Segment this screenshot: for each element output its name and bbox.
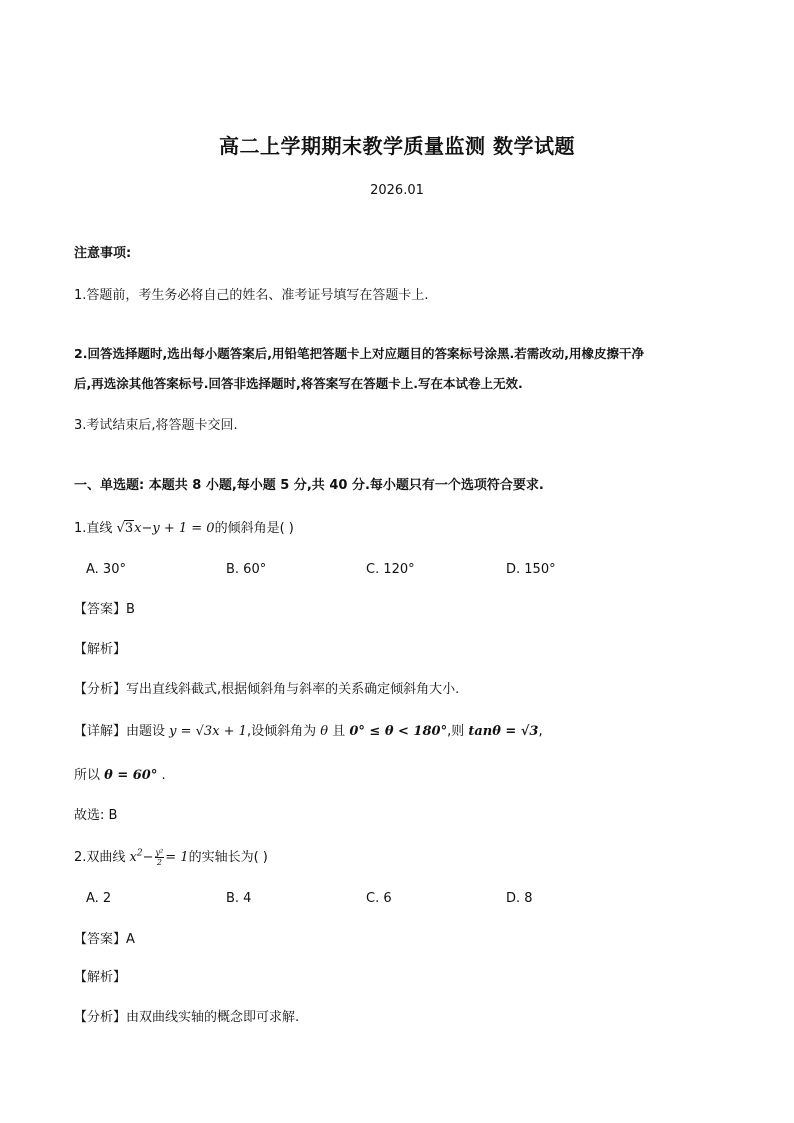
- detail-mid-3: ,则: [447, 724, 469, 739]
- question-2-option-d: D. 8: [506, 891, 533, 906]
- detail-prefix: 【详解】由题设: [74, 724, 170, 739]
- question-1-option-d: D. 150°: [506, 562, 556, 577]
- question-1-detail: [74, 720, 543, 739]
- radicand: 3: [124, 521, 134, 536]
- question-2-suffix: 的实轴长为( ): [188, 850, 268, 865]
- fraction-denominator: 2: [156, 858, 162, 867]
- question-1-option-b: B. 60°: [226, 562, 267, 577]
- section-1-heading: 一、单选题: 本题共 8 小题,每小题 5 分,共 40 分.每小题只有一个选项符合要求.: [74, 478, 544, 493]
- question-1-option-a: A. 30°: [86, 562, 126, 577]
- question-2-option-c: C. 6: [366, 891, 392, 906]
- detail-mid: ,设倾斜角为: [246, 724, 321, 739]
- sqrt-sign: √: [116, 521, 125, 536]
- conclusion-equation: θ = 60°: [104, 768, 158, 783]
- question-1-stem: [74, 517, 294, 536]
- question-2-option-b: B. 4: [226, 891, 252, 906]
- note-item-2-line-1: 2.回答选择题时,选出每小题答案后,用铅笔把答题卡上对应题目的答案标号涂黑.若需改动,用橡皮擦干净: [74, 346, 644, 361]
- detail-mid-2: 且: [328, 724, 350, 739]
- question-1-equation: x−y + 1 = 0: [134, 521, 215, 536]
- eq-rest: = 1: [165, 850, 189, 865]
- question-1-answer: 【答案】B: [74, 602, 135, 617]
- detail-theta: θ: [320, 724, 329, 739]
- question-2-stem: [74, 846, 268, 867]
- note-item-1: 1.答题前，考生务必将自己的姓名、准考证号填写在答题卡上.: [74, 288, 429, 303]
- eq-minus: −: [142, 850, 154, 865]
- detail-range: 0° ≤ θ < 180°: [349, 724, 448, 739]
- document-title: 高二上学期期末教学质量监测 数学试题: [219, 134, 575, 158]
- question-1-fenxi: 【分析】写出直线斜截式,根据倾斜角与斜率的关系确定倾斜角大小.: [74, 682, 460, 697]
- question-2-analysis-label: 【解析】: [74, 970, 127, 985]
- document-date: 2026.01: [370, 183, 424, 198]
- question-1-choice: 故选: B: [74, 808, 118, 823]
- conclusion-end: .: [157, 768, 166, 783]
- detail-end: ,: [538, 724, 543, 739]
- fraction-numerator: y²: [155, 848, 164, 857]
- question-1-prefix: 1.直线: [74, 521, 117, 536]
- question-1-option-c: C. 120°: [366, 562, 415, 577]
- question-2-option-a: A. 2: [86, 891, 112, 906]
- question-1-conclusion: [74, 764, 166, 783]
- note-item-3: 3.考试结束后,将答题卡交回.: [74, 418, 238, 433]
- question-2-fenxi: 【分析】由双曲线实轴的概念即可求解.: [74, 1010, 300, 1025]
- question-2-answer: 【答案】A: [74, 932, 135, 947]
- conclusion-prefix: 所以: [74, 768, 105, 783]
- detail-tan: tanθ = √3: [468, 724, 539, 739]
- eq-fraction: [155, 848, 165, 867]
- question-1-suffix: 的倾斜角是( ): [214, 521, 294, 536]
- question-2-prefix: 2.双曲线: [74, 850, 130, 865]
- eq-x-exponent: 2: [136, 848, 143, 859]
- eq-x: x: [129, 850, 137, 865]
- detail-equation-1: y = √3x + 1: [169, 724, 247, 739]
- question-1-analysis-label: 【解析】: [74, 642, 127, 657]
- note-item-2-line-2: 后,再选涂其他答案标号.回答非选择题时,将答案写在答题卡上.写在本试卷上无效.: [74, 376, 523, 391]
- notes-heading: 注意事项:: [74, 246, 132, 261]
